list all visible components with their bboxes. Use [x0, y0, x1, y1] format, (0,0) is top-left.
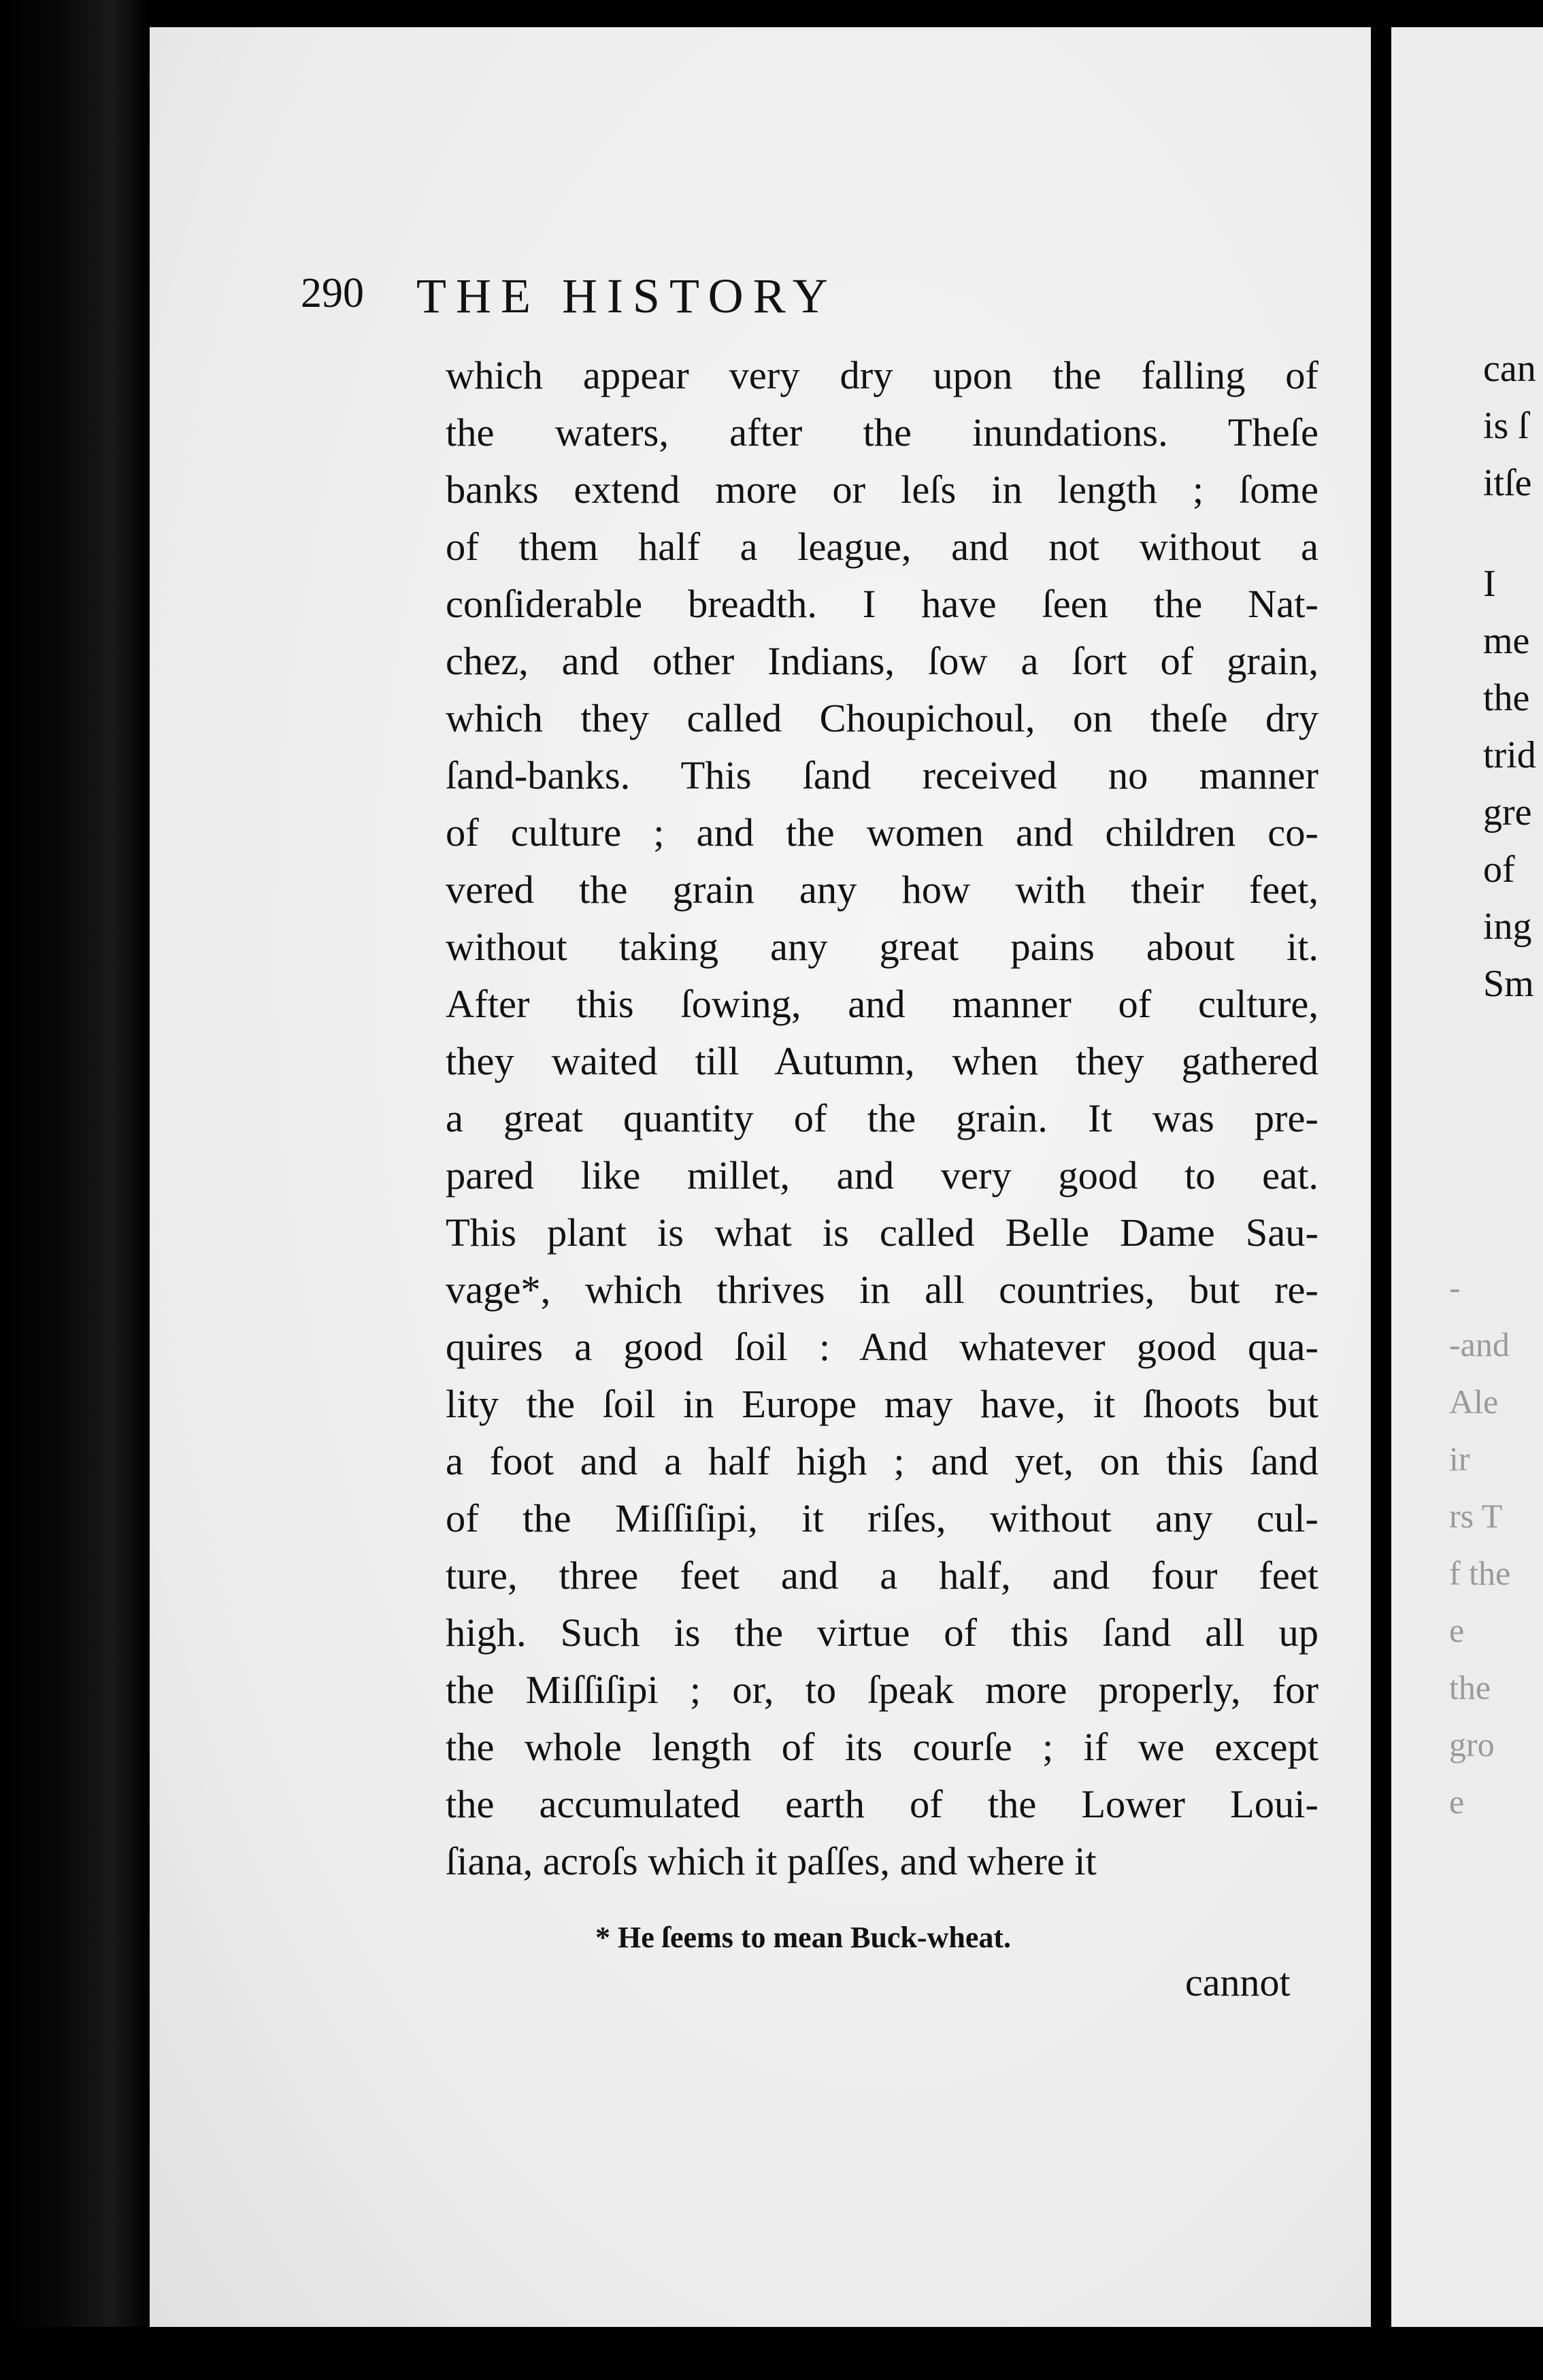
text-line: the Miſſiſipi ; or, to ſpeak more properly, for — [446, 1668, 1318, 1712]
text-line: ſand-banks. This ſand received no manner — [446, 753, 1318, 797]
facing-page-fragment: me — [1483, 620, 1530, 662]
text-line: conſiderable breadth. I have ſeen the Nat- — [446, 582, 1318, 626]
text-line: This plant is what is called Belle Dame Sau- — [446, 1210, 1318, 1255]
text-line: which appear very dry upon the falling of — [446, 353, 1318, 397]
facing-page-fragment: itſe — [1483, 462, 1532, 504]
text-line: the accumulated earth of the Lower Loui- — [446, 1782, 1318, 1826]
text-line: pared like millet, and very good to eat. — [446, 1153, 1318, 1197]
text-line: the whole length of its courſe ; if we except — [446, 1725, 1318, 1769]
footnote: * He ſeems to mean Buck-wheat. — [595, 1921, 1012, 1954]
facing-page-fragment: of — [1483, 848, 1515, 891]
text-line: ture, three feet and a half, and four feet — [446, 1553, 1318, 1598]
page-gutter — [1371, 0, 1391, 2380]
facing-page-fragment: trid — [1483, 734, 1536, 776]
text-line: a great quantity of the grain. It was pre- — [446, 1096, 1318, 1140]
text-line: high. Such is the virtue of this ſand all up — [446, 1610, 1318, 1655]
body-text — [446, 347, 1318, 1919]
paragraph-gap — [1483, 512, 1536, 555]
text-line: lity the ſoil in Europe may have, it ſhoots but — [446, 1382, 1318, 1426]
show-through-fragment: rs T — [1449, 1497, 1503, 1535]
facing-page-fragment: I — [1483, 563, 1496, 605]
text-line: a foot and a half high ; and yet, on this ſand — [446, 1439, 1318, 1483]
show-through-fragment: f the — [1449, 1554, 1511, 1592]
facing-page-fragment: the — [1483, 677, 1530, 719]
text-line: quires a good ſoil : And whatever good qua- — [446, 1325, 1318, 1369]
text-line: without taking any great pains about it. — [446, 925, 1318, 969]
page-number: 290 — [301, 270, 364, 316]
show-through-fragment: e — [1449, 1611, 1465, 1649]
running-head — [301, 269, 1321, 324]
text-line: vage*, which thrives in all countries, but re- — [446, 1268, 1318, 1312]
scan-border — [0, 2327, 1543, 2380]
text-line: of them half a league, and not without a — [446, 525, 1318, 569]
show-through-text — [1449, 1259, 1510, 1830]
facing-page-text — [1483, 340, 1536, 1012]
show-through-fragment: gro — [1449, 1725, 1495, 1764]
show-through-fragment: e — [1449, 1783, 1465, 1821]
text-line: which they called Choupichoul, on theſe dry — [446, 696, 1318, 740]
catchword: cannot — [1185, 1960, 1291, 2004]
facing-page-fragment: can — [1483, 348, 1536, 390]
text-line: vered the grain any how with their feet, — [446, 867, 1318, 912]
text-line: banks extend more or leſs in length ; ſome — [446, 467, 1318, 512]
facing-page-fragment: is ſ — [1483, 405, 1529, 447]
running-title: THE HISTORY — [416, 269, 837, 323]
show-through-fragment: Ale — [1449, 1383, 1499, 1421]
text-line: of the Miſſiſipi, it riſes, without any cul- — [446, 1496, 1318, 1540]
show-through-fragment: -and — [1449, 1325, 1510, 1363]
text-line: After this ſowing, and manner of culture, — [446, 982, 1318, 1026]
text-line: they waited till Autumn, when they gathered — [446, 1039, 1318, 1083]
book-spine-shadow — [0, 0, 150, 2380]
facing-page-fragment: Sm — [1483, 963, 1534, 1005]
show-through-fragment: the — [1449, 1668, 1491, 1706]
text-line: of culture ; and the women and children co- — [446, 810, 1318, 855]
facing-page-fragment: gre — [1483, 791, 1532, 833]
text-line: the waters, after the inundations. Theſe — [446, 410, 1318, 454]
show-through-fragment: ir — [1449, 1440, 1470, 1478]
show-through-fragment: - — [1449, 1268, 1461, 1306]
text-line: ſiana, acroſs which it paſſes, and where it — [446, 1839, 1097, 1883]
facing-page-fragment: ing — [1483, 906, 1532, 948]
text-line: chez, and other Indians, ſow a ſort of grain, — [446, 639, 1318, 683]
